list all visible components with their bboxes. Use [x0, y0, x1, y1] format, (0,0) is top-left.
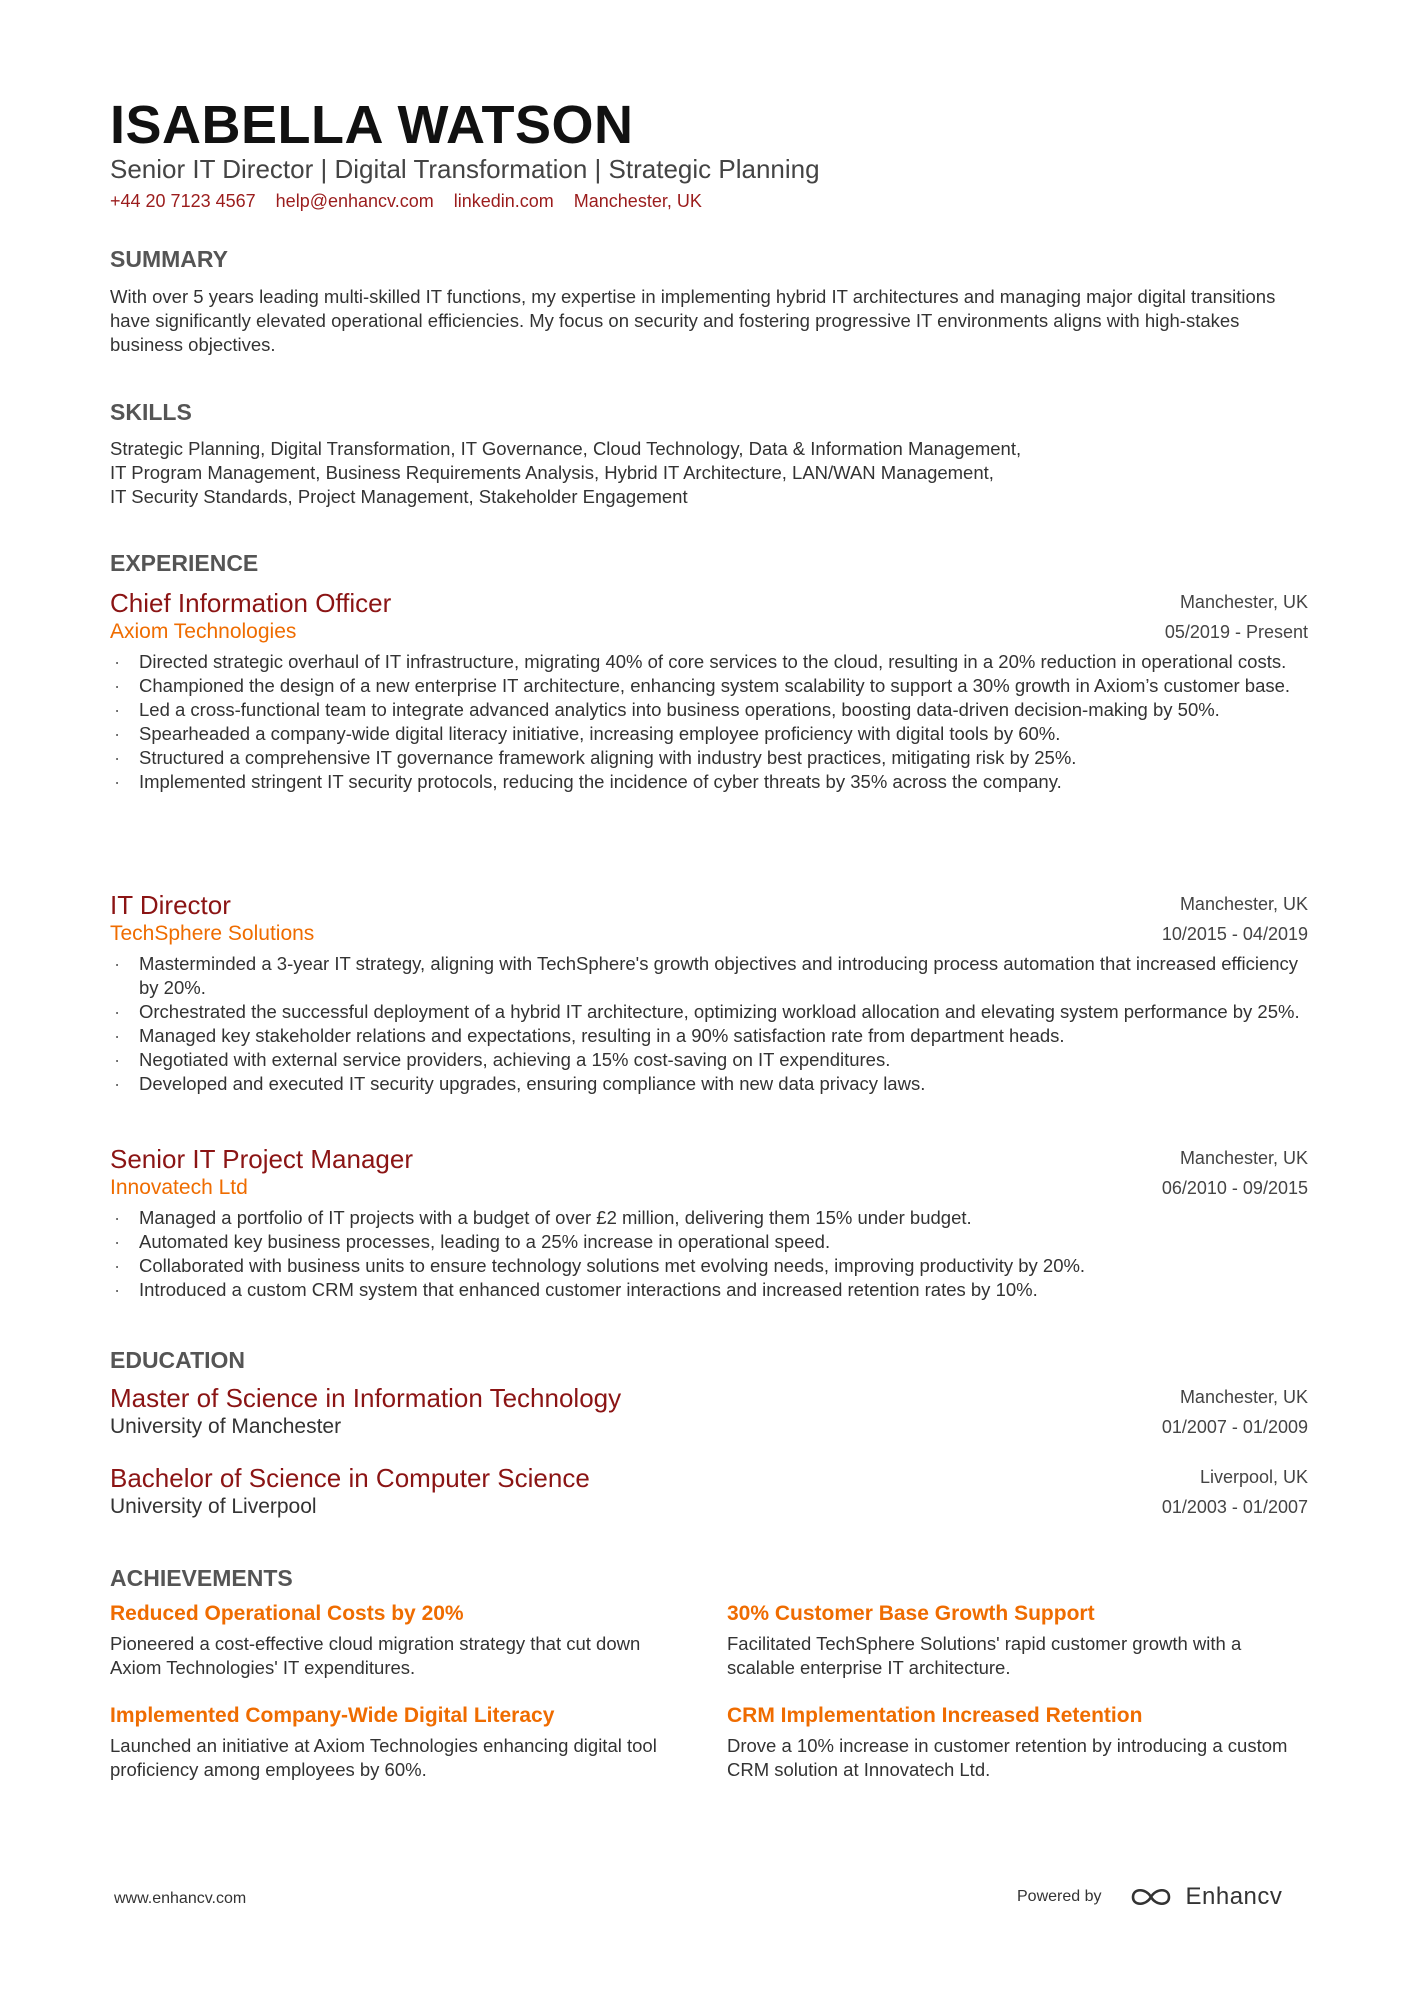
- experience-entry: [110, 890, 1308, 1096]
- skills-list: [110, 437, 1308, 509]
- bullet-item: · Automated key business processes, leading to a 25% increase in operational speed.: [110, 1230, 1308, 1254]
- job-title: Senior IT Project Manager: [110, 1144, 413, 1174]
- job-dates: 10/2015 - 04/2019: [1161, 924, 1308, 944]
- achievement-title: Implemented Company-Wide Digital Literacy: [110, 1704, 555, 1727]
- experience-entry: [110, 588, 1308, 794]
- contact-info: [110, 189, 717, 213]
- location-text: Manchester, UK: [573, 191, 702, 211]
- footer-website-link[interactable]: www.enhancv.com: [114, 1890, 247, 1907]
- job-dates: 06/2010 - 09/2015: [1161, 1178, 1308, 1198]
- achievement-desc: Facilitated TechSphere Solutions' rapid customer growth with a scalable enterprise IT architecture.: [727, 1633, 1242, 1678]
- job-location: Manchester, UK: [1179, 1148, 1308, 1168]
- school-name: University of Liverpool: [110, 1495, 317, 1518]
- powered-by-label: Powered by: [1017, 1888, 1102, 1905]
- achievement-desc: Drove a 10% increase in customer retention by introducing a custom CRM solution at Innovatech Ltd.: [727, 1735, 1288, 1780]
- education-dates: 01/2007 - 01/2009: [1161, 1417, 1308, 1437]
- bullet-item: · Championed the design of a new enterprise IT architecture, enhancing system scalability to support a 30% growth in Axiom’s customer base.: [110, 674, 1308, 698]
- job-location: Manchester, UK: [1179, 592, 1308, 612]
- enhancv-infinity-logo-icon: [1128, 1884, 1174, 1910]
- bullet-item: · Negotiated with external service providers, achieving a 15% cost-saving on IT expenditures.: [110, 1048, 1308, 1072]
- education-heading: EDUCATION: [110, 1347, 246, 1373]
- bullet-item: · Introduced a custom CRM system that enhanced customer interactions and increased retention rates by 10%.: [110, 1278, 1308, 1302]
- job-dates: 05/2019 - Present: [1164, 622, 1308, 642]
- achievement-item: [110, 1702, 675, 1782]
- school-location: Manchester, UK: [1179, 1387, 1308, 1407]
- achievement-title: CRM Implementation Increased Retention: [727, 1704, 1143, 1727]
- bullet-item: · Masterminded a 3-year IT strategy, aligning with TechSphere's growth objectives and introducing process automation that increased efficiency by 20%.: [110, 952, 1308, 1000]
- achievements-heading: ACHIEVEMENTS: [110, 1565, 293, 1591]
- degree-title: Master of Science in Information Technology: [110, 1383, 622, 1413]
- job-bullets: [110, 1206, 1308, 1302]
- bullet-item: · Implemented stringent IT security protocols, reducing the incidence of cyber threats by 35% across the company.: [110, 770, 1308, 794]
- bullet-item: · Managed key stakeholder relations and expectations, resulting in a 90% satisfaction rate from department heads.: [110, 1024, 1308, 1048]
- company-name[interactable]: Axiom Technologies: [110, 620, 297, 643]
- school-name: University of Manchester: [110, 1415, 342, 1438]
- achievement-item: [110, 1600, 675, 1680]
- bullet-item: · Orchestrated the successful deployment of a hybrid IT architecture, optimizing workload allocation and elevating system performance by 25%.: [110, 1000, 1308, 1024]
- achievement-item: [727, 1702, 1292, 1782]
- achievement-desc: Launched an initiative at Axiom Technologies enhancing digital tool proficiency among employees by 60%.: [110, 1735, 657, 1780]
- linkedin-link[interactable]: linkedin.com: [453, 191, 554, 211]
- experience-heading: EXPERIENCE: [110, 550, 259, 576]
- degree-title: Bachelor of Science in Computer Science: [110, 1463, 590, 1493]
- achievement-desc: Pioneered a cost-effective cloud migration strategy that cut down Axiom Technologies' IT expenditures.: [110, 1633, 641, 1678]
- skills-line: Strategic Planning, Digital Transformation, IT Governance, Cloud Technology, Data & Information Management,: [110, 438, 1022, 459]
- achievement-title: Reduced Operational Costs by 20%: [110, 1602, 464, 1625]
- experience-entry: [110, 1144, 1308, 1302]
- bullet-item: · Led a cross-functional team to integrate advanced analytics into business operations, boosting data-driven decision-making by 50%.: [110, 698, 1308, 722]
- job-title: Chief Information Officer: [110, 588, 392, 618]
- school-location: Liverpool, UK: [1199, 1467, 1308, 1487]
- bullet-item: · Managed a portfolio of IT projects with a budget of over £2 million, delivering them 15% under budget.: [110, 1206, 1308, 1230]
- footer-branding[interactable]: [1017, 1883, 1282, 1911]
- job-title: IT Director: [110, 890, 231, 920]
- brand-name: Enhancv: [1185, 1883, 1283, 1910]
- bullet-item: · Spearheaded a company-wide digital literacy initiative, increasing employee proficiency with digital tools by 60%.: [110, 722, 1308, 746]
- achievement-title: 30% Customer Base Growth Support: [727, 1602, 1095, 1625]
- skills-line: IT Security Standards, Project Management, Stakeholder Engagement: [110, 486, 688, 507]
- candidate-name: ISABELLA WATSON: [110, 95, 634, 155]
- bullet-item: · Developed and executed IT security upgrades, ensuring compliance with new data privacy laws.: [110, 1072, 1308, 1096]
- bullet-item: · Structured a comprehensive IT governance framework aligning with industry best practices, mitigating risk by 25%.: [110, 746, 1308, 770]
- education-entry: [110, 1383, 1308, 1441]
- achievement-item: [727, 1600, 1292, 1680]
- candidate-headline: Senior IT Director | Digital Transformation | Strategic Planning: [110, 154, 820, 184]
- bullet-item: · Collaborated with business units to ensure technology solutions met evolving needs, improving productivity by 20%.: [110, 1254, 1308, 1278]
- skills-heading: SKILLS: [110, 399, 192, 425]
- skills-line: IT Program Management, Business Requirements Analysis, Hybrid IT Architecture, LAN/WAN Management,: [110, 462, 994, 483]
- company-name[interactable]: Innovatech Ltd: [110, 1176, 248, 1199]
- bullet-item: · Directed strategic overhaul of IT infrastructure, migrating 40% of core services to the cloud, resulting in a 20% reduction in operational costs.: [110, 650, 1308, 674]
- job-location: Manchester, UK: [1179, 894, 1308, 914]
- education-entry: [110, 1463, 1308, 1521]
- email-link[interactable]: help@enhancv.com: [275, 191, 434, 211]
- summary-text: With over 5 years leading multi-skilled IT functions, my expertise in implementing hybrid IT architectures and managing major digital transitions have significantly elevated operational efficiencies. My focus on security and fostering progressive IT environments aligns with high-stakes business objectives.: [110, 286, 1276, 355]
- job-bullets: [110, 650, 1308, 794]
- summary-heading: SUMMARY: [110, 246, 228, 272]
- company-name[interactable]: TechSphere Solutions: [110, 922, 315, 945]
- phone-link[interactable]: +44 20 7123 4567: [110, 191, 256, 211]
- job-bullets: [110, 952, 1308, 1096]
- education-dates: 01/2003 - 01/2007: [1161, 1497, 1308, 1517]
